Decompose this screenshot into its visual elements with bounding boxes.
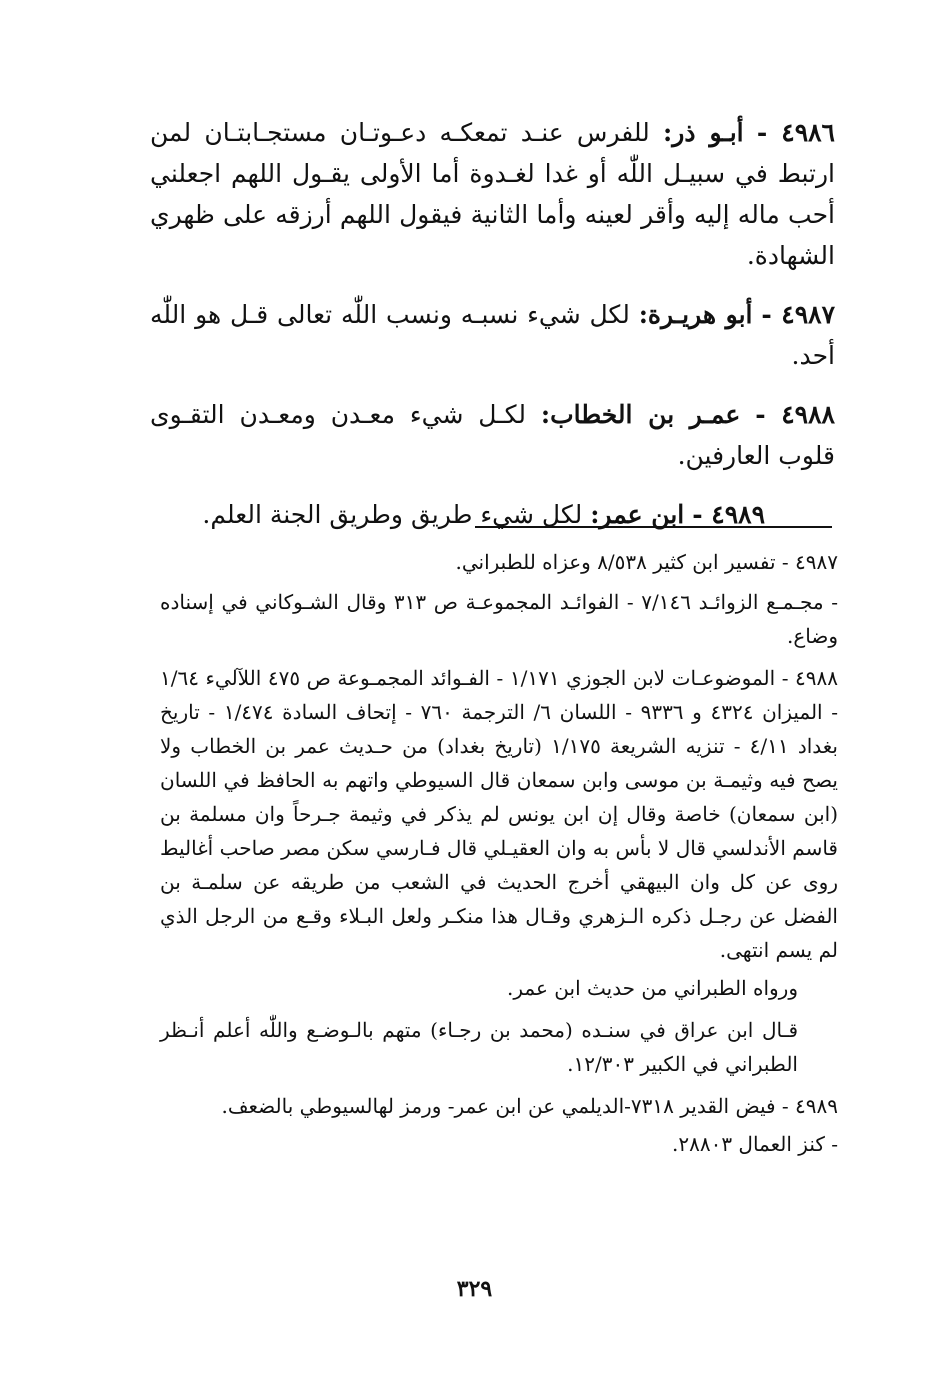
footnote-4987: ٤٩٨٧ - تفسير ابن كثير ٨/٥٣٨ وعزاه للطبراني.	[455, 550, 838, 574]
entry-text: لكـل شيء معـدن ومعـدن التقـوى قلوب العارفين.	[150, 400, 835, 470]
footnote-separator	[475, 526, 832, 528]
narrator-name: ابن عمر:	[590, 500, 685, 529]
footnote-4989-cont: - كنز العمال ٢٨٨٠٣.	[672, 1132, 838, 1156]
footnotes	[160, 545, 838, 1165]
footnote-4988-ibn-iraq: قـال ابن عراق في سنـده (محمد بن رجـاء) متهم بالـوضـع واللّٰه أعلم أنـظر الطبراني في الكبير ١٢/٣٠٣.	[160, 1018, 798, 1076]
hadith-entry-4989	[150, 494, 835, 535]
narrator-name: أبو هريـرة:	[638, 300, 753, 329]
narrator-name: عمـر بن الخطاب:	[540, 400, 741, 429]
entry-number: ٤٩٨٧ -	[761, 300, 836, 329]
entry-number: ٤٩٨٩ -	[692, 500, 765, 529]
narrator-name: أبـو ذر:	[663, 118, 744, 147]
hadith-entry-4987	[150, 294, 835, 376]
hadith-entry-4986	[150, 112, 835, 276]
entry-number: ٤٩٨٨ -	[755, 400, 835, 429]
hadith-entry-4988	[150, 394, 835, 476]
footnote-4988: ٤٩٨٨ - الموضوعـات لابن الجوزي ١/١٧١ - الفـوائد المجمـوعة ص ٤٧٥ اللآليء ١/٦٤ - الميزان ٤٣٢٤ و ٩٣٣٦ - اللسان ٦/ الترجمة ٧٦٠ - إتحاف السادة ١/٤٧٤ - تاريخ بغداد ٤/١١ - تنزيه الشريعة ١/١٧٥ (تاريخ بغداد) من حـديث عمر بن الخطاب ولا يصح فيه وثيمـة بن موسى وابن سمعان قال السيوطي واتهم به الحافظ في اللسان (ابن سمعان) خاصة وقال إن ابن يونس لم يذكر في وثيمة جـرحاً وان مسلمة بن قاسم الأندلسي قال لا بأس به وان العقيـلي قال فـارسي سكن مصر صاحب أغاليط روى عن كل وان البيهقي أخرج الحديث في الشعب من طريقه عن سلمـة بن الفضل عن رجـل ذكره الـزهري وقـال هذا منكـر ولعل البـلاء وقـع من الرجل الذي لم يسم انتهى.	[160, 666, 839, 962]
page-number: ٣٢٩	[456, 1276, 493, 1302]
footnote-4989: ٤٩٨٩ - فيض القدير ٧٣١٨-الديلمي عن ابن عمر- ورمز لهالسيوطي بالضعف.	[221, 1094, 838, 1118]
footnote-4987-cont: - مجـمـع الزوائـد ٧/١٤٦ - الفوائـد المجموعـة ص ٣١٣ وقال الشـوكاني في إسناده وضاع.	[160, 590, 838, 648]
entry-number: ٤٩٨٦ -	[756, 118, 835, 147]
main-text	[150, 112, 835, 553]
footnote-4988-tabarani: ورواه الطبراني من حديث ابن عمر.	[507, 976, 798, 1000]
entry-text: للفرس عنـد تمعكـه دعـوتـان مستجـابتـان لمن ارتبط في سبيـل اللّٰه أو غدا لغـدوة أما الأولى يقـول اللهم اجعلني أحب ماله إليه وأقر لعينه وأما الثانية فيقول اللهم أرزقه على ظهري الشهادة.	[150, 118, 835, 270]
entry-text: لكل شيء نسبـه ونسب اللّٰه تعالى قـل هو اللّٰه أحد.	[150, 300, 835, 370]
entry-text: لكل شيء طريق وطريق الجنة العلم.	[202, 500, 583, 529]
